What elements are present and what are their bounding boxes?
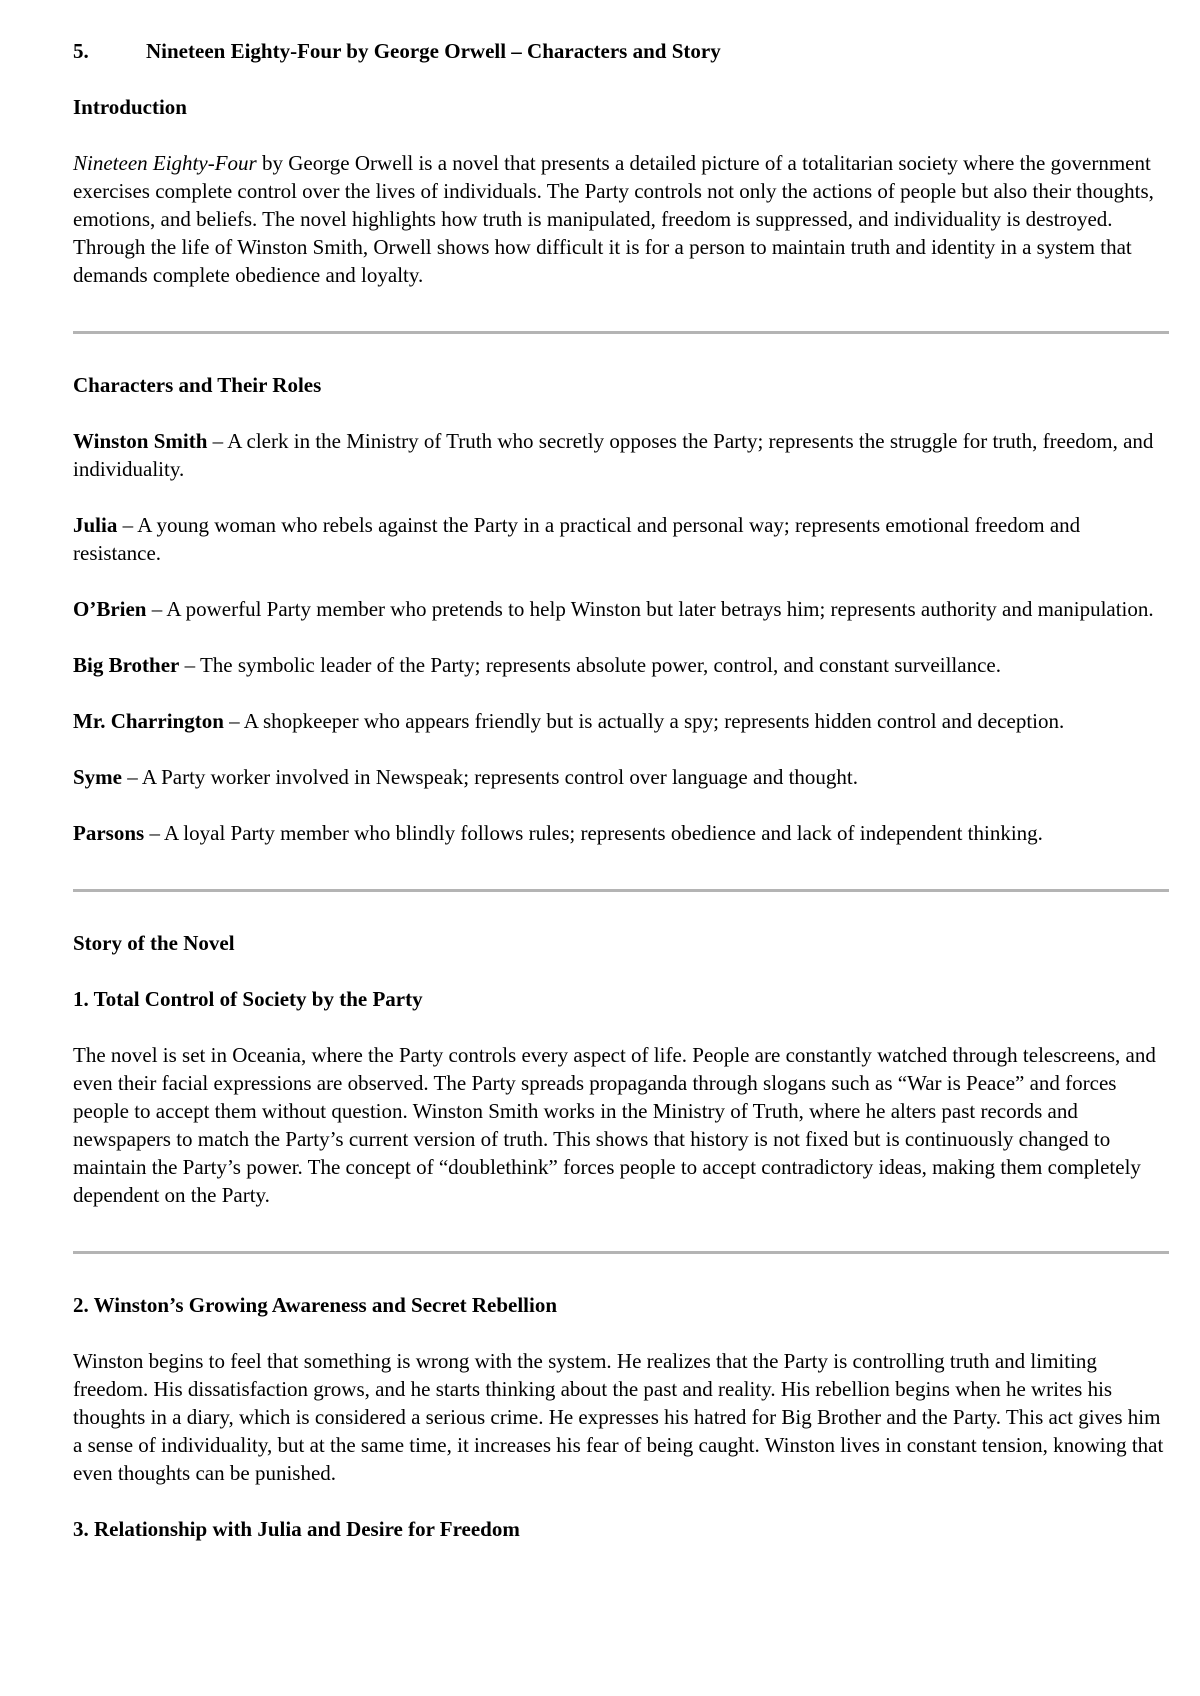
character-entry <box>73 427 1169 483</box>
character-entry <box>73 595 1169 623</box>
characters-heading: Characters and Their Roles <box>73 373 322 397</box>
title-number: 5. <box>73 39 89 63</box>
character-description: – A Party worker involved in Newspeak; represents control over language and thought. <box>122 765 858 789</box>
story-section-heading: 2. Winston’s Growing Awareness and Secret Rebellion <box>73 1293 558 1317</box>
book-title: Nineteen Eighty-Four <box>73 151 257 175</box>
introduction-paragraph <box>73 149 1169 289</box>
character-description: – A young woman who rebels against the Party in a practical and personal way; represents emotional freedom and resistance. <box>73 513 1081 565</box>
introduction-text: by George Orwell is a novel that presents a detailed picture of a totalitarian society where the government exercises complete control over the lives of individuals. The Party controls not only the actions of people but also their thoughts, emotions, and beliefs. The novel highlights how truth is manipulated, freedom is suppressed, and individuality is destroyed. Through the life of Winston Smith, Orwell shows how difficult it is for a person to maintain truth and identity in a system that demands complete obedience and loyalty. <box>73 151 1154 287</box>
document-title <box>73 37 1169 65</box>
story-section-heading: 3. Relationship with Julia and Desire for Freedom <box>73 1517 520 1541</box>
character-name: O’Brien <box>73 597 147 621</box>
character-description: – A loyal Party member who blindly follows rules; represents obedience and lack of independent thinking. <box>144 821 1043 845</box>
story-section-heading: 1. Total Control of Society by the Party <box>73 987 423 1011</box>
introduction-heading: Introduction <box>73 95 187 119</box>
character-description: – The symbolic leader of the Party; represents absolute power, control, and constant surveillance. <box>179 653 1001 677</box>
character-entry <box>73 707 1169 735</box>
character-entry <box>73 819 1169 847</box>
character-description: – A powerful Party member who pretends to help Winston but later betrays him; represents authority and manipulation. <box>146 597 1154 621</box>
title-text: Nineteen Eighty-Four by George Orwell – Characters and Story <box>146 39 721 63</box>
character-name: Parsons <box>73 821 145 845</box>
character-entry <box>73 651 1169 679</box>
character-name: Mr. Charrington <box>73 709 224 733</box>
character-name: Big Brother <box>73 653 180 677</box>
character-entry <box>73 511 1169 567</box>
character-name: Julia <box>73 513 118 537</box>
character-name: Winston Smith <box>73 429 208 453</box>
character-description: – A shopkeeper who appears friendly but is actually a spy; represents hidden control and deception. <box>223 709 1065 733</box>
story-heading: Story of the Novel <box>73 931 235 955</box>
story-section-paragraph: Winston begins to feel that something is wrong with the system. He realizes that the Party is controlling truth and limiting freedom. His dissatisfaction grows, and he starts thinking about the past and reality. His rebellion begins when he writes his thoughts in a diary, which is considered a serious crime. He expresses his hatred for Big Brother and the Party. This act gives him a sense of individuality, but at the same time, it increases his fear of being caught. Winston lives in constant tension, knowing that even thoughts can be punished. <box>73 1349 1164 1485</box>
document-page <box>73 30 1169 1543</box>
character-description: – A clerk in the Ministry of Truth who secretly opposes the Party; represents the struggle for truth, freedom, and individuality. <box>73 429 1154 481</box>
story-section-paragraph: The novel is set in Oceania, where the Party controls every aspect of life. People are constantly watched through telescreens, and even their facial expressions are observed. The Party spreads propaganda through slogans such as “War is Peace” and forces people to accept them without question. Winston Smith works in the Ministry of Truth, where he alters past records and newspapers to match the Party’s current version of truth. This shows that history is not fixed but is continuously changed to maintain the Party’s power. The concept of “doublethink” forces people to accept contradictory ideas, making them completely dependent on the Party. <box>73 1043 1156 1207</box>
character-entry <box>73 763 1169 791</box>
character-name: Syme <box>73 765 122 789</box>
